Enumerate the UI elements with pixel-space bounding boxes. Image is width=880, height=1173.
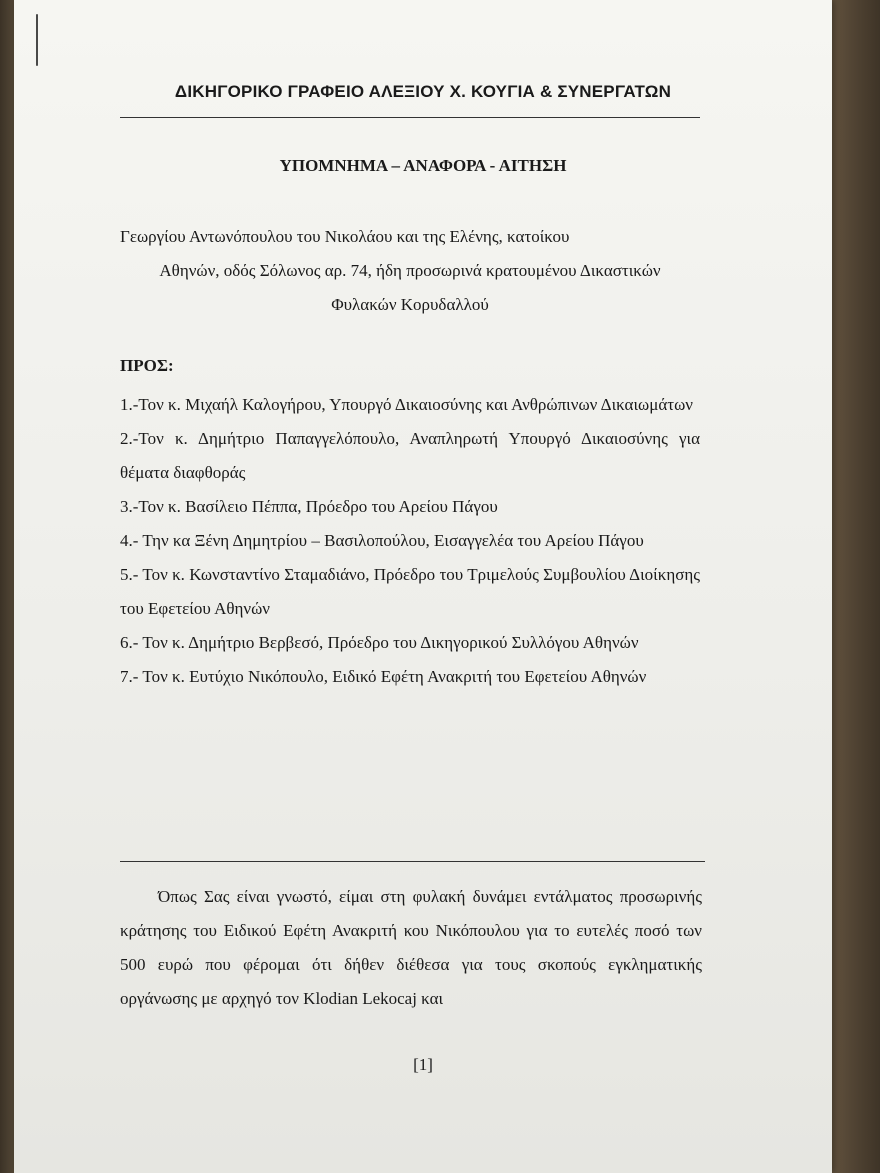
recipient-item: 2.-Τον κ. Δημήτριο Παπαγγελόπουλο, Αναπληρωτή Υπουργό Δικαιοσύνης για θέματα διαφθοράς [120,429,700,482]
recipient-item: 3.-Τον κ. Βασίλειο Πέππα, Πρόεδρο του Αρείου Πάγου [120,497,498,516]
recipient-item: 5.- Τον κ. Κωνσταντίνο Σταμαδιάνο, Πρόεδρο του Τριμελούς Συμβουλίου Διοίκησης του Εφετείου Αθηνών [120,565,700,618]
pen-mark [36,14,38,66]
document-title: ΥΠΟΜΝΗΜΑ – ΑΝΑΦΟΡΑ - ΑΙΤΗΣΗ [279,156,567,175]
recipients-list [120,388,700,694]
sender-line: Αθηνών, οδός Σόλωνος αρ. 74, ήδη προσωρινά κρατουμένου Δικαστικών [159,261,661,280]
sender-line: Φυλακών Κορυδαλλού [331,295,489,314]
sender-line: Γεωργίου Αντωνόπουλου του Νικολάου και της Ελένης, κατοίκου [120,227,570,246]
recipient-item: 1.-Τον κ. Μιχαήλ Καλογήρου, Υπουργό Δικαιοσύνης και Ανθρώπινων Δικαιωμάτων [120,395,693,414]
page-number: [1] [413,1055,433,1074]
section-divider [120,861,705,862]
document-page [14,0,832,1173]
letterhead-divider [120,117,700,118]
sender-block [120,220,700,322]
body-paragraph: Όπως Σας είναι γνωστό, είμαι στη φυλακή δυνάμει εντάλματος προσωρινής κράτησης του Ειδικού Εφέτη Ανακριτή κου Νικόπουλου για το ευτελές ποσό των 500 ευρώ που φέρομαι ότι δήθεν διέθεσα για τους σκοπούς εγκληματικής οργάνωσης με αρχηγό τον Klodian Lekocaj και [120,887,702,1008]
firm-letterhead: ΔΙΚΗΓΟΡΙΚΟ ΓΡΑΦΕΙΟ ΑΛΕΞΙΟΥ Χ. ΚΟΥΓΙΑ & ΣΥΝΕΡΓΑΤΩΝ [174,82,672,101]
recipient-item: 7.- Τον κ. Ευτύχιο Νικόπουλο, Ειδικό Εφέτη Ανακριτή του Εφετείου Αθηνών [120,667,647,686]
recipient-item: 6.- Τον κ. Δημήτριο Βερβεσό, Πρόεδρο του Δικηγορικού Συλλόγου Αθηνών [120,633,639,652]
recipients-heading: ΠΡΟΣ: [120,356,174,375]
recipient-item: 4.- Την κα Ξένη Δημητρίου – Βασιλοπούλου, Εισαγγελέα του Αρείου Πάγου [120,531,644,550]
